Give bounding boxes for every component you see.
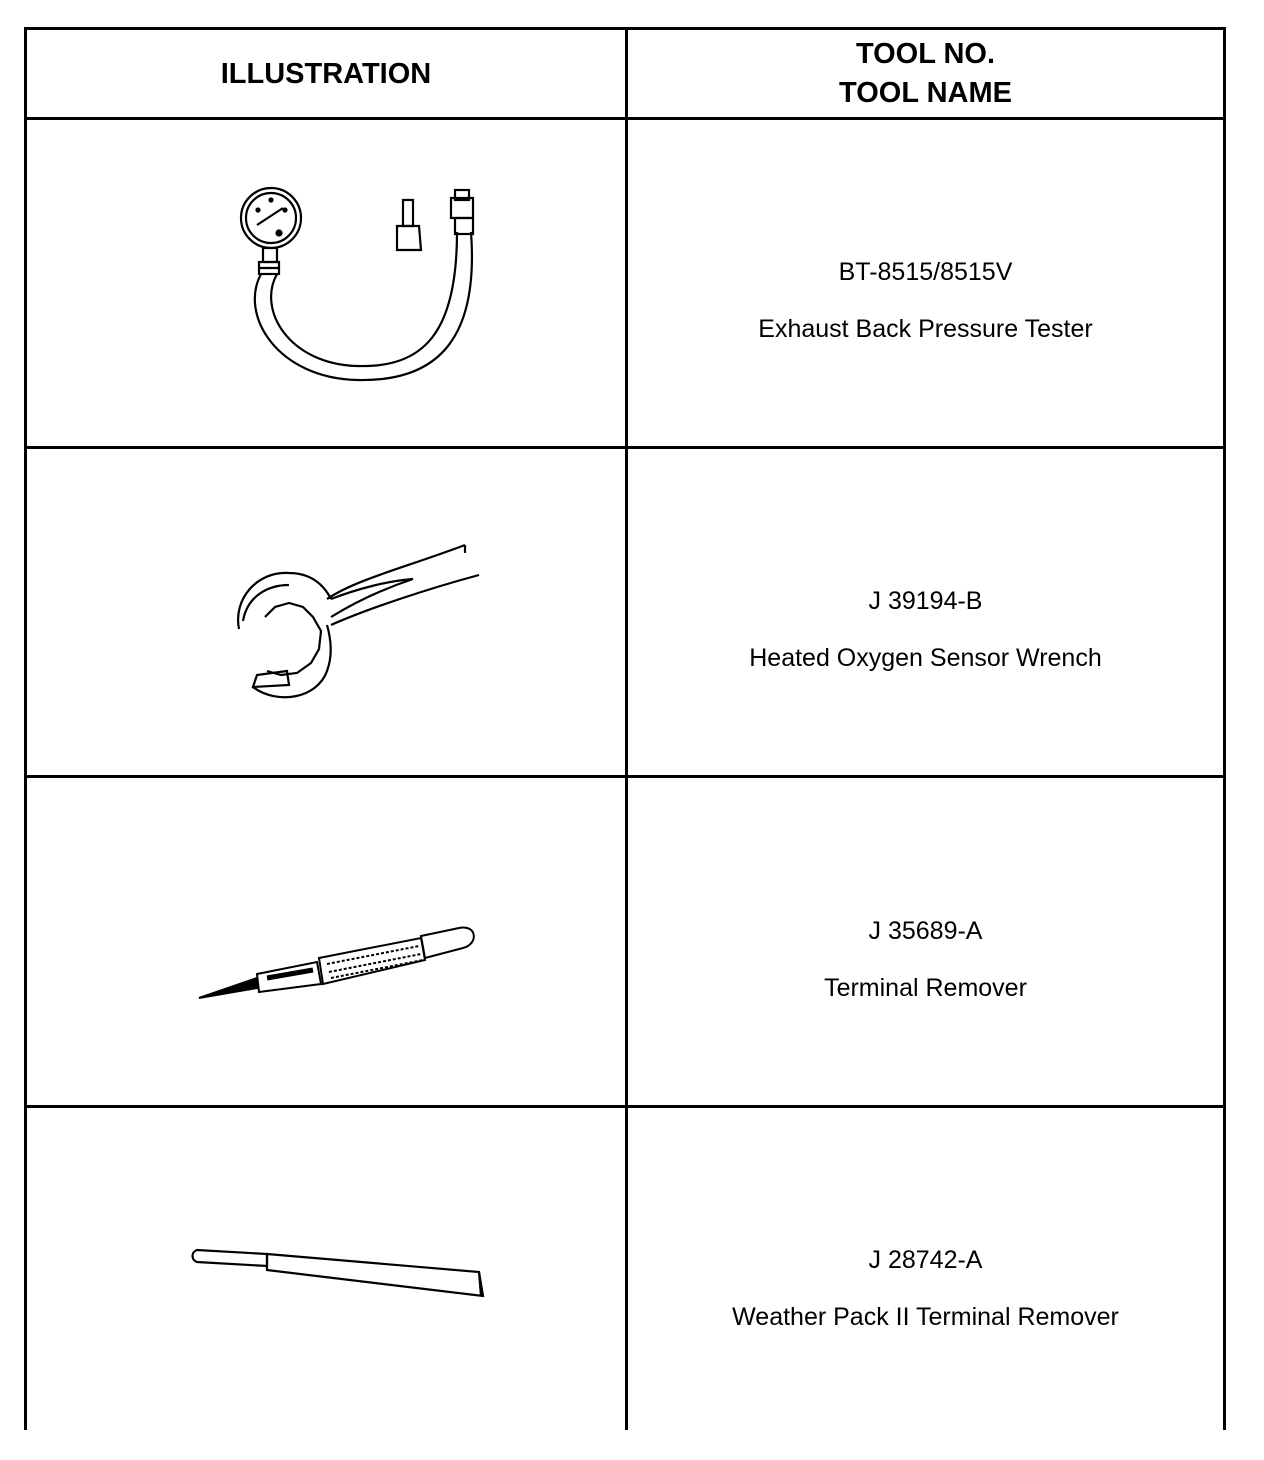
table-row — [27, 449, 1223, 775]
header-tool — [628, 30, 1223, 118]
table-row — [27, 120, 1223, 446]
tool-number: BT-8515/8515V — [838, 258, 1013, 286]
tool-info — [628, 1108, 1223, 1433]
tool-info — [628, 120, 1223, 446]
header-tool-name: TOOL NAME — [839, 77, 1012, 109]
header-tool-no: TOOL NO. — [855, 38, 996, 70]
table-row — [27, 778, 1223, 1105]
table-row — [27, 1108, 1223, 1433]
special-tools-table — [24, 27, 1226, 1430]
tool-number: J 39194-B — [868, 587, 983, 615]
open-flare-wrench-icon — [27, 449, 625, 775]
tool-info — [628, 778, 1223, 1105]
tool-number: J 28742-A — [868, 1246, 983, 1274]
tool-name: Weather Pack II Terminal Remover — [732, 1303, 1119, 1331]
tool-info — [628, 449, 1223, 775]
pressure-gauge-with-hose-icon — [27, 120, 625, 446]
tool-name: Heated Oxygen Sensor Wrench — [749, 644, 1102, 672]
terminal-removal-rod-icon — [27, 1108, 625, 1433]
tool-name: Exhaust Back Pressure Tester — [758, 315, 1093, 343]
tool-name: Terminal Remover — [824, 974, 1027, 1002]
header-illustration: ILLUSTRATION — [220, 57, 432, 90]
tool-number: J 35689-A — [868, 917, 983, 945]
terminal-pick-tool-icon — [27, 778, 625, 1105]
